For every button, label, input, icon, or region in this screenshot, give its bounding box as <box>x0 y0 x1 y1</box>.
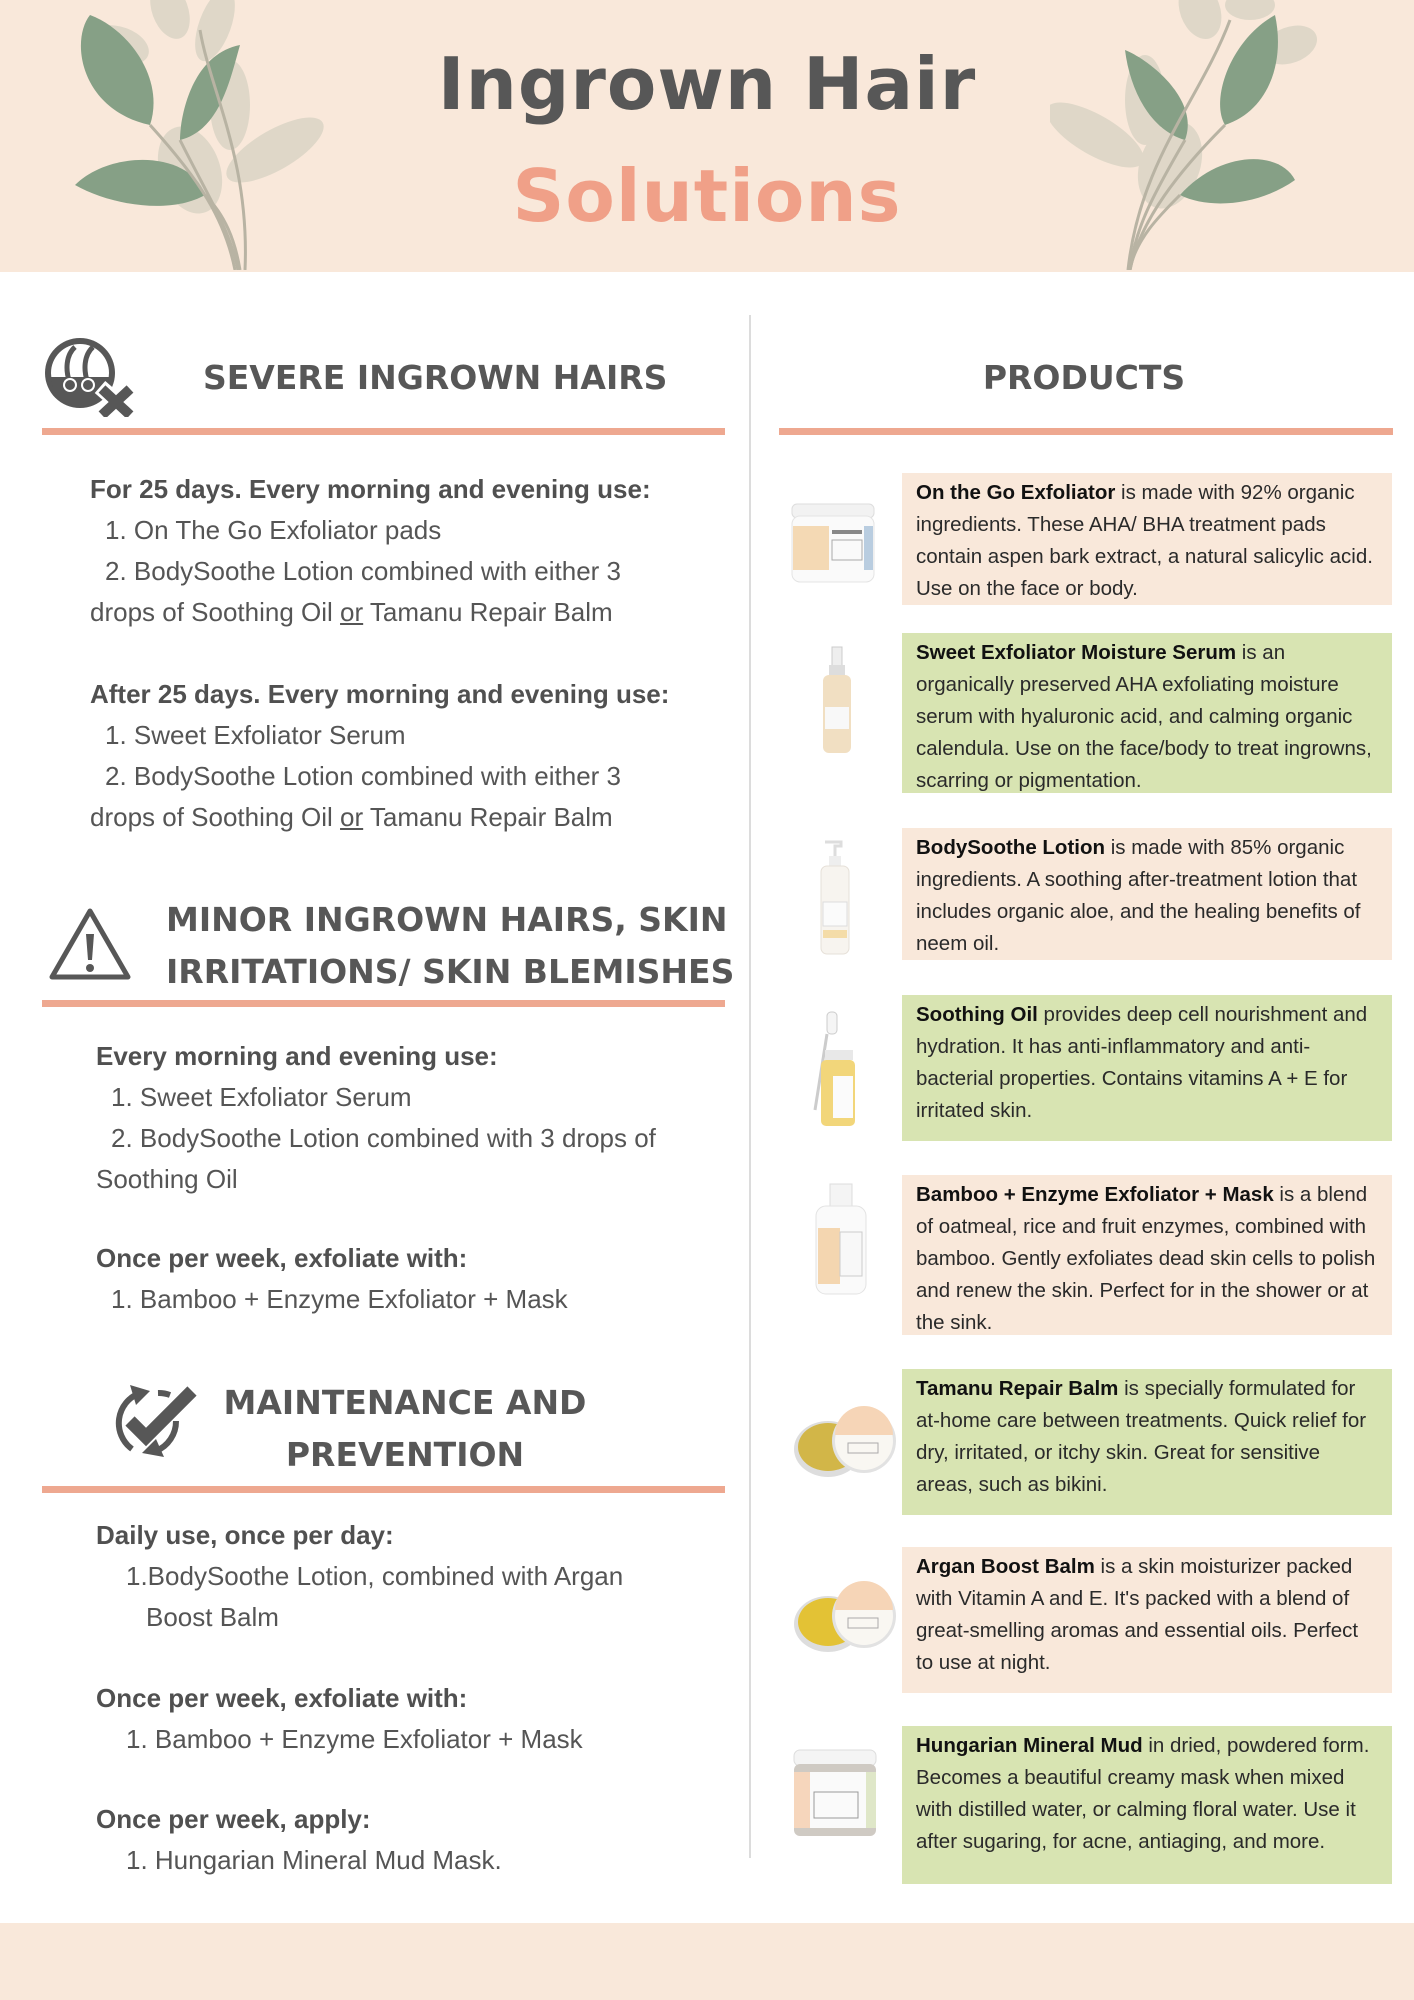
instruction-text: drops of Soothing Oil <box>90 597 341 627</box>
product-description: provides deep cell nourishment and hydration. It has anti-inflammatory and anti-bacterial properties. Contains vitamins A + E for irritated skin. <box>916 1003 1368 1122</box>
section-heading-maintenance <box>200 1377 610 1481</box>
page-subtitle: Solutions <box>512 154 902 238</box>
instruction-item: 1. Sweet Exfoliator Serum <box>105 720 406 750</box>
instruction-item: 2. BodySoothe Lotion combined with either 3 <box>105 761 622 791</box>
instruction-lead: Once per week, exfoliate with: <box>96 1243 468 1273</box>
instruction-text: Tamanu Repair Balm <box>363 597 613 627</box>
underlined-or: or <box>340 597 364 627</box>
section-rule <box>779 428 1393 435</box>
instruction-block <box>96 1678 736 1760</box>
warning-triangle-icon <box>48 906 132 982</box>
section-heading-minor <box>166 894 734 998</box>
instruction-block <box>90 469 740 633</box>
instruction-lead: Every morning and evening use: <box>96 1041 498 1071</box>
instruction-block <box>90 674 740 838</box>
product-description: is specially formulated for at-home care between treatments. Quick relief for dry, irritated, or itchy skin. Great for sensitive areas, such as bikini. <box>916 1377 1367 1496</box>
section-heading-severe: SEVERE INGROWN HAIRS <box>203 358 668 397</box>
product-description: is a blend of oatmeal, rice and fruit enzymes, combined with bamboo. Gently exfoliates dead skin cells to polish and renew the skin. Perfect for in the shower or at the sink. <box>916 1183 1376 1334</box>
heading-line: PREVENTION <box>285 1435 525 1474</box>
product-name: Bamboo + Enzyme Exfoliator + Mask <box>916 1183 1274 1206</box>
instruction-block <box>96 1799 736 1881</box>
argan-balm-tin-icon <box>790 1580 900 1660</box>
instruction-lead: For 25 days. Every morning and evening use: <box>90 474 651 504</box>
underlined-or: or <box>340 802 364 832</box>
product-name: Hungarian Mineral Mud <box>916 1734 1143 1757</box>
instruction-item: 1. On The Go Exfoliator pads <box>105 515 442 545</box>
instruction-block <box>96 1036 736 1200</box>
page-title: Ingrown Hair <box>437 42 977 126</box>
product-card-on-the-go-exfoliator <box>902 473 1392 605</box>
product-name: Sweet Exfoliator Moisture Serum <box>916 641 1237 664</box>
section-rule <box>42 1486 725 1493</box>
product-description: is made with 85% organic ingredients. A soothing after-treatment lotion that includes organic aloe, and the healing benefits of neem oil. <box>916 836 1361 955</box>
instruction-item: 1.BodySoothe Lotion, combined with Argan <box>126 1561 624 1591</box>
tamanu-balm-tin-icon <box>790 1405 900 1485</box>
instruction-lead: Daily use, once per day: <box>96 1520 394 1550</box>
instruction-block <box>96 1515 736 1638</box>
product-card-tamanu-repair-balm <box>902 1369 1392 1515</box>
instruction-text: drops of Soothing Oil <box>90 802 341 832</box>
heading-line: MINOR INGROWN HAIRS, SKIN <box>166 900 728 939</box>
product-card-bodysoothe-lotion <box>902 828 1392 960</box>
product-description: is a skin moisturizer packed with Vitamin A and E. It's packed with a blend of great-smelling aromas and essential oils. Perfect to use at night. <box>916 1555 1359 1674</box>
heading-line: IRRITATIONS/ SKIN BLEMISHES <box>166 952 735 991</box>
product-name: Tamanu Repair Balm <box>916 1377 1119 1400</box>
instruction-lead: Once per week, apply: <box>96 1804 371 1834</box>
product-description: is an organically preserved AHA exfoliating moisture serum with hyaluronic acid, and calming organic calendula. Use on the face/body to treat ingrowns, scarring or pigmentation. <box>916 641 1372 792</box>
product-name: BodySoothe Lotion <box>916 836 1106 859</box>
instruction-item: 1. Sweet Exfoliator Serum <box>111 1082 412 1112</box>
section-rule <box>42 1000 725 1007</box>
product-card-soothing-oil <box>902 995 1392 1141</box>
instruction-item: 2. BodySoothe Lotion combined with either 3 <box>105 556 622 586</box>
instruction-lead: After 25 days. Every morning and evening use: <box>90 679 670 709</box>
product-name: On the Go Exfoliator <box>916 481 1116 504</box>
oil-dropper-bottle-icon <box>805 1010 857 1130</box>
instruction-item: 1. Hungarian Mineral Mud Mask. <box>126 1845 502 1875</box>
product-card-hungarian-mineral-mud <box>902 1726 1392 1884</box>
instruction-item-continued <box>90 797 740 838</box>
refresh-check-icon <box>110 1383 200 1459</box>
mineral-mud-jar-icon <box>790 1748 880 1840</box>
instruction-block <box>96 1238 736 1320</box>
product-description: is made with 92% organic ingredients. These AHA/ BHA treatment pads contain aspen bark extract, a natural salicylic acid. Use on the face or body. <box>916 481 1373 600</box>
serum-spray-bottle-icon <box>817 645 857 757</box>
column-divider <box>749 315 751 1858</box>
instruction-text: Tamanu Repair Balm <box>363 802 613 832</box>
instruction-lead: Once per week, exfoliate with: <box>96 1683 468 1713</box>
instruction-item: 1. Bamboo + Enzyme Exfoliator + Mask <box>126 1724 583 1754</box>
product-card-argan-boost-balm <box>902 1547 1392 1693</box>
product-card-sweet-exfoliator-serum <box>902 633 1392 793</box>
exfoliator-bottle-icon <box>812 1180 868 1298</box>
product-name: Soothing Oil <box>916 1003 1038 1026</box>
product-card-bamboo-enzyme-exfoliator <box>902 1175 1392 1335</box>
instruction-item-continued <box>90 592 740 633</box>
product-name: Argan Boost Balm <box>916 1555 1095 1578</box>
instruction-item: 2. BodySoothe Lotion combined with 3 drops of <box>111 1123 656 1153</box>
instruction-item-continued: Soothing Oil <box>96 1164 238 1194</box>
section-rule <box>42 428 725 435</box>
exfoliator-jar-icon <box>788 500 878 590</box>
hair-follicle-x-icon <box>40 335 135 417</box>
instruction-item-continued: Boost Balm <box>146 1602 279 1632</box>
heading-line: MAINTENANCE AND <box>223 1383 587 1422</box>
lotion-pump-bottle-icon <box>817 838 853 956</box>
product-description: in dried, powdered form. Becomes a beautiful creamy mask when mixed with distilled water, or calming floral water. Use it after sugaring, for acne, antiaging, and more. <box>916 1734 1370 1853</box>
products-heading: PRODUCTS <box>982 358 1186 397</box>
footer-band <box>0 1923 1414 2000</box>
instruction-item: 1. Bamboo + Enzyme Exfoliator + Mask <box>111 1284 568 1314</box>
